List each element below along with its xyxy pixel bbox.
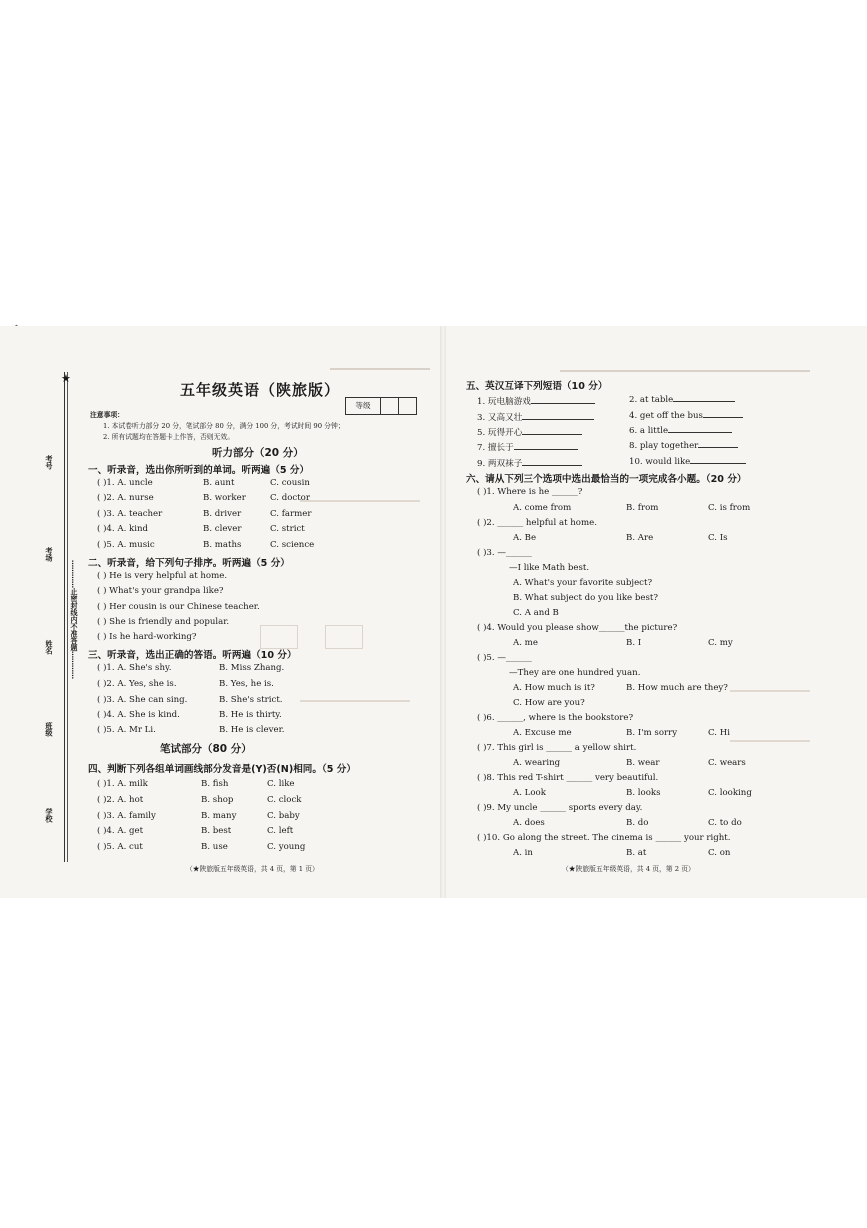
s1-item-3-b: B. driver [203, 509, 242, 519]
school-label: 学校 [45, 808, 54, 823]
answer-blank[interactable] [690, 463, 746, 464]
s6-q4-c: C. my [708, 638, 733, 648]
bleed-through-mark [300, 500, 420, 502]
s5-row-2-left-text: 3. 又高又壮 [477, 413, 523, 423]
answer-blank[interactable] [531, 403, 595, 404]
s5-row-2-right-text: 4. get off the bus [629, 411, 703, 421]
note-1: 1. 本试卷听力部分 20 分，笔试部分 80 分，满分 100 分，考试时间 90 分钟； [103, 422, 345, 430]
s6-q7-c: C. wears [708, 758, 746, 768]
s6-q9-c: C. to do [708, 818, 742, 828]
s3-item-4: ( )4. A. She is kind. [97, 710, 180, 720]
listening-heading: 听力部分（20 分） [212, 447, 304, 459]
s6-q1-a: A. come from [513, 503, 572, 513]
s6-q10-b: B. at [626, 848, 647, 858]
s6-q2-c: C. Is [708, 533, 728, 543]
bleed-through-mark [330, 368, 430, 370]
footer-page-2: （★陕旅版五年级英语，共 4 页，第 2 页） [562, 865, 695, 873]
s2-item-5: ( ) Is he hard-working? [97, 632, 197, 642]
s4-item-3-b: B. many [201, 811, 237, 821]
s6-q6-c: C. Hi [708, 728, 730, 738]
s5-row-2-right [629, 411, 743, 421]
s6-q9: ( )9. My uncle ______ sports every day. [477, 803, 643, 813]
s1-item-1: ( )1. A. uncle [97, 478, 153, 488]
s5-row-1-right [629, 395, 735, 405]
s5-row-4-right [629, 441, 738, 451]
s5-row-5-right-text: 10. would like [629, 457, 691, 467]
s4-item-2-b: B. shop [201, 795, 234, 805]
s4-item-1: ( )1. A. milk [97, 779, 148, 789]
s6-q5-reply: —They are one hundred yuan. [509, 668, 641, 678]
s6-q3-b: B. What subject do you like best? [513, 593, 658, 603]
s4-item-2: ( )2. A. hot [97, 795, 144, 805]
s1-item-2-b: B. worker [203, 493, 246, 503]
answer-blank[interactable] [673, 401, 735, 402]
s3-item-3-b: B. She's strict. [219, 695, 283, 705]
s3-item-5: ( )5. A. Mr Li. [97, 725, 156, 735]
answer-blank[interactable] [522, 419, 594, 420]
s3-item-1-b: B. Miss Zhang. [219, 663, 285, 673]
s6-q7-b: B. wear [626, 758, 660, 768]
section-1-title: 一、听录音，选出你所听到的单词。听两遍（5 分） [88, 465, 310, 476]
s1-item-3: ( )3. A. teacher [97, 509, 163, 519]
bleed-through-mark [560, 370, 810, 372]
s6-q3: ( )3. —______ [477, 548, 532, 558]
s6-q4: ( )4. Would you please show______the picture? [477, 623, 678, 633]
s3-item-3: ( )3. A. She can sing. [97, 695, 188, 705]
s6-q7-a: A. wearing [513, 758, 561, 768]
s1-item-4: ( )4. A. kind [97, 524, 149, 534]
s6-q3-reply: —I like Math best. [509, 563, 590, 573]
binding-line [64, 372, 65, 862]
footer-page-1: （★陕旅版五年级英语，共 4 页，第 1 页） [186, 865, 319, 873]
grade-box-divider [398, 398, 399, 414]
s6-q2-b: B. Are [626, 533, 654, 543]
s6-q8-a: A. Look [513, 788, 546, 798]
bleed-through-image [325, 625, 363, 649]
s1-item-1-b: B. aunt [203, 478, 235, 488]
s4-item-2-c: C. clock [267, 795, 302, 805]
s6-q5-c: C. How are you? [513, 698, 585, 708]
s1-item-5: ( )5. A. music [97, 540, 155, 550]
s4-item-3: ( )3. A. family [97, 811, 156, 821]
s6-q10-a: A. in [513, 848, 533, 858]
s3-item-1: ( )1. A. She's shy. [97, 663, 172, 673]
exam-title: 五年级英语（陕旅版） [180, 381, 341, 399]
section-6-title: 六、请从下列三个选项中选出最恰当的一项完成各小题。（20 分） [466, 474, 747, 485]
section-2-title: 二、听录音，给下列句子排序。听两遍（5 分） [88, 558, 290, 569]
grade-box [345, 397, 417, 415]
s5-row-4-left [477, 441, 578, 453]
s6-q6: ( )6. ______, where is the bookstore? [477, 713, 634, 723]
s1-item-2-c: C. doctor [270, 493, 310, 503]
seal-line-note: …………止密封线内不准答题………… [70, 560, 78, 679]
s1-item-2: ( )2. A. nurse [97, 493, 154, 503]
answer-blank[interactable] [703, 417, 743, 418]
s5-row-3-left-text: 5. 玩得开心 [477, 428, 523, 438]
s6-q4-a: A. me [513, 638, 538, 648]
s6-q6-b: B. I'm sorry [626, 728, 678, 738]
s6-q8-b: B. looks [626, 788, 661, 798]
section-3-title: 三、听录音，选出正确的答语。听两遍（10 分） [88, 650, 297, 661]
s6-q9-b: B. do [626, 818, 649, 828]
s2-item-1: ( ) He is very helpful at home. [97, 571, 228, 581]
s6-q1-b: B. from [626, 503, 659, 513]
binding-line-inner [67, 372, 68, 862]
s5-row-3-right [629, 426, 732, 436]
s6-q3-a: A. What's your favorite subject? [513, 578, 653, 588]
s6-q5-b: B. How much are they? [626, 683, 728, 693]
s6-q3-c: C. A and B [513, 608, 559, 618]
answer-blank[interactable] [514, 449, 578, 450]
s5-row-1-left-text: 1. 玩电脑游戏 [477, 397, 531, 407]
s1-item-3-c: C. farmer [270, 509, 312, 519]
s6-q5-a: A. How much is it? [513, 683, 595, 693]
notes-heading: 注意事项： [90, 411, 124, 419]
answer-blank[interactable] [522, 465, 582, 466]
s6-q9-a: A. does [513, 818, 545, 828]
s6-q6-a: A. Excuse me [513, 728, 572, 738]
s6-q7: ( )7. This girl is ______ a yellow shirt. [477, 743, 637, 753]
s5-row-1-right-text: 2. at table [629, 395, 674, 405]
name-label: 姓名 [45, 640, 54, 655]
s5-row-5-left [477, 457, 582, 469]
section-4-title: 四、判断下列各组单词画线部分发音是(Y)否(N)相同。（5 分） [88, 764, 356, 775]
s5-row-4-left-text: 7. 擅长于 [477, 443, 514, 453]
s2-item-4: ( ) She is friendly and popular. [97, 617, 230, 627]
s5-row-3-right-text: 6. a little [629, 426, 669, 436]
star-icon: ★ [61, 372, 71, 385]
s3-item-2-b: B. Yes, he is. [219, 679, 274, 689]
s3-item-4-b: B. He is thirty. [219, 710, 282, 720]
s5-row-3-left [477, 426, 582, 438]
bleed-through-image [260, 625, 298, 649]
s4-item-5-c: C. young [267, 842, 306, 852]
s1-item-1-c: C. cousin [270, 478, 310, 488]
s4-item-1-c: C. like [267, 779, 295, 789]
s4-item-4-b: B. best [201, 826, 232, 836]
class-label: 班级 [45, 722, 54, 737]
s6-q2: ( )2. ______ helpful at home. [477, 518, 597, 528]
s4-item-3-c: C. baby [267, 811, 300, 821]
s6-q2-a: A. Be [513, 533, 537, 543]
exam-room-label: 考场 [45, 547, 54, 562]
s2-item-2: ( ) What's your grandpa like? [97, 586, 224, 596]
bleed-through-mark [730, 690, 810, 692]
note-2: 2. 所有试题均在答题卡上作答，否则无效。 [103, 433, 234, 441]
s4-item-4: ( )4. A. get [97, 826, 144, 836]
grade-label: 等级 [346, 398, 381, 414]
answer-blank[interactable] [668, 432, 732, 433]
s2-item-3: ( ) Her cousin is our Chinese teacher. [97, 602, 260, 612]
s4-item-5-b: B. use [201, 842, 228, 852]
s5-row-1-left [477, 395, 595, 407]
s4-item-5: ( )5. A. cut [97, 842, 143, 852]
s1-item-5-b: B. maths [203, 540, 242, 550]
page-fold [440, 326, 446, 898]
written-heading: 笔试部分（80 分） [160, 743, 252, 755]
s6-q10-c: C. on [708, 848, 731, 858]
s3-item-2: ( )2. A. Yes, she is. [97, 679, 177, 689]
answer-blank[interactable] [698, 447, 738, 448]
section-5-title: 五、英汉互译下列短语（10 分） [466, 381, 608, 392]
bleed-through-mark [300, 700, 410, 702]
s6-q5: ( )5. —______ [477, 653, 532, 663]
answer-blank[interactable] [522, 434, 582, 435]
s6-q8: ( )8. This red T-shirt ______ very beautiful. [477, 773, 659, 783]
s5-row-5-right [629, 457, 746, 467]
s6-q4-b: B. I [626, 638, 642, 648]
s1-item-5-c: C. science [270, 540, 315, 550]
s5-row-4-right-text: 8. play together [629, 441, 699, 451]
s6-q1: ( )1. Where is he ______? [477, 487, 583, 497]
s6-q1-c: C. is from [708, 503, 751, 513]
s4-item-1-b: B. fish [201, 779, 229, 789]
exam-number-label: 考号 [45, 455, 54, 470]
s6-q10: ( )10. Go along the street. The cinema is ______ your right. [477, 833, 731, 843]
s3-item-5-b: B. He is clever. [219, 725, 285, 735]
s4-item-4-c: C. left [267, 826, 294, 836]
s6-q8-c: C. looking [708, 788, 752, 798]
s1-item-4-c: C. strict [270, 524, 305, 534]
s5-row-5-left-text: 9. 两双袜子 [477, 459, 523, 469]
bleed-through-mark [730, 740, 810, 742]
s1-item-4-b: B. clever [203, 524, 242, 534]
s5-row-2-left [477, 411, 594, 423]
